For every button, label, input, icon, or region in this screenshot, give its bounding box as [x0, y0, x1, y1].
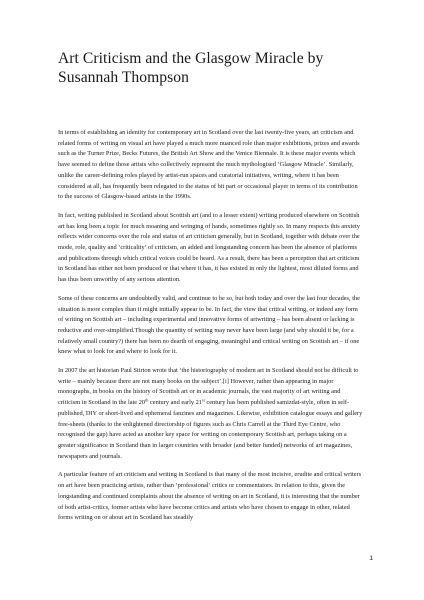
superscript-th: th — [145, 397, 149, 403]
document-title: Art Criticism and the Glasgow Miracle by Susannah Thompson — [58, 50, 324, 86]
document-body — [58, 128, 364, 524]
paragraph-4 — [58, 366, 364, 462]
paragraph-4-text-a: In 2007 the art historian Paul Stirton wrote that ‘the historiography of modern art in Scotland should not be difficult to write – mainly because there are not many books on the subject’.[i] However, rather than appearing in major monographs, in books on the history of Scottish art or in academic journals, the vast majority of art writing and criticism in Scotland in the late 20 — [58, 367, 359, 407]
page-number: 1 — [369, 555, 373, 562]
paragraph-5: A particular feature of art criticism and writing in Scotland is that many of the most incisive, erudite and critical writers on art have been practicing artists, rather than ‘professional’ critics or commentators. In relation to this, given the longstanding and continued complaints about the absence of writing on art in Scotland, it is interesting that the number of both artist-critics, former artists who have become critics and artists who have chosen to engage in other, related forms writing on or about art in Scotland has steadily — [58, 471, 362, 522]
superscript-st: st — [201, 397, 205, 403]
paragraph-3: Some of these concerns are undoubtedly valid, and continue to be so, but both today and over the last four decades, the situation is more complex than it might initially appear to be. In fact, the view that critical writing, or indeed any form of writing on Scottish art – including experimental and innovative forms of artwriting – has been absent or lacking is reductive and over-simplified.Though the quantity of writing may never have been large (and why should it be, for a relatively small country?) there has been no dearth of engaging, meaningful and critical writing on Scottish art – if one knew what to look for and where to look for it. — [58, 294, 360, 356]
paragraph-4-text-c: century has been published samizdat-style, often in self-published, DIY or short-lived and ephemeral fanzines and magazines. Likewise, exhibition catalogue essays and gallery free-sheets (thanks to the enlightened directorship of figures such as Chris Carrell at the Third Eye Centre, who recognised the gap) have acted as another key space for writing on contemporary Scottish art, perhaps taking on a greater significance in Scotland than in larger countries with broader (and better funded) networks of art magazines, newspapers and journals. — [58, 399, 363, 460]
paragraph-1: In terms of establishing an identity for contemporary art in Scotland over the last twenty-five years, art criticism and related forms of writing on visual art have played a much more nuanced role than major exhibitions, prizes and awards such as the Turner Prize, Becks Futures, the British Art Show and the Venice Biennale. It is these major events which have seemed to define those artists who collectively represent the much mythologised ‘Glasgow Miracle’. Similarly, unlike the career-defining roles played by artist-run spaces and curatorial initiatives, writing, where it has been considered at all, has frequently been relegated to the status of bit part or occasional player in terms of its contribution to the success of Glasgow-based artists in the 1990s. — [58, 129, 360, 201]
paragraph-2: In fact, writing published in Scotland about Scottish art (and to a lesser extent) writing produced elsewhere on Scottish art has long been a topic for much moaning and wringing of hands, sometimes rightly so. In many respects this anxiety reflects wider concerns over the role and status of art criticism generally, but in Scotland, together with debate over the mode, role, quality and ‘criticality’ of criticism, an added and longstanding concern has been the absence of platforms and publications through which critical voices could be heard. As a result, there has been a perception that art criticism in Scotland has either not been produced or that where it has, it has existed in only the lightest, most diluted forms and has thus been unworthy of any serious attention. — [58, 211, 360, 284]
paragraph-4-text-b: century and early 21 — [148, 399, 202, 407]
